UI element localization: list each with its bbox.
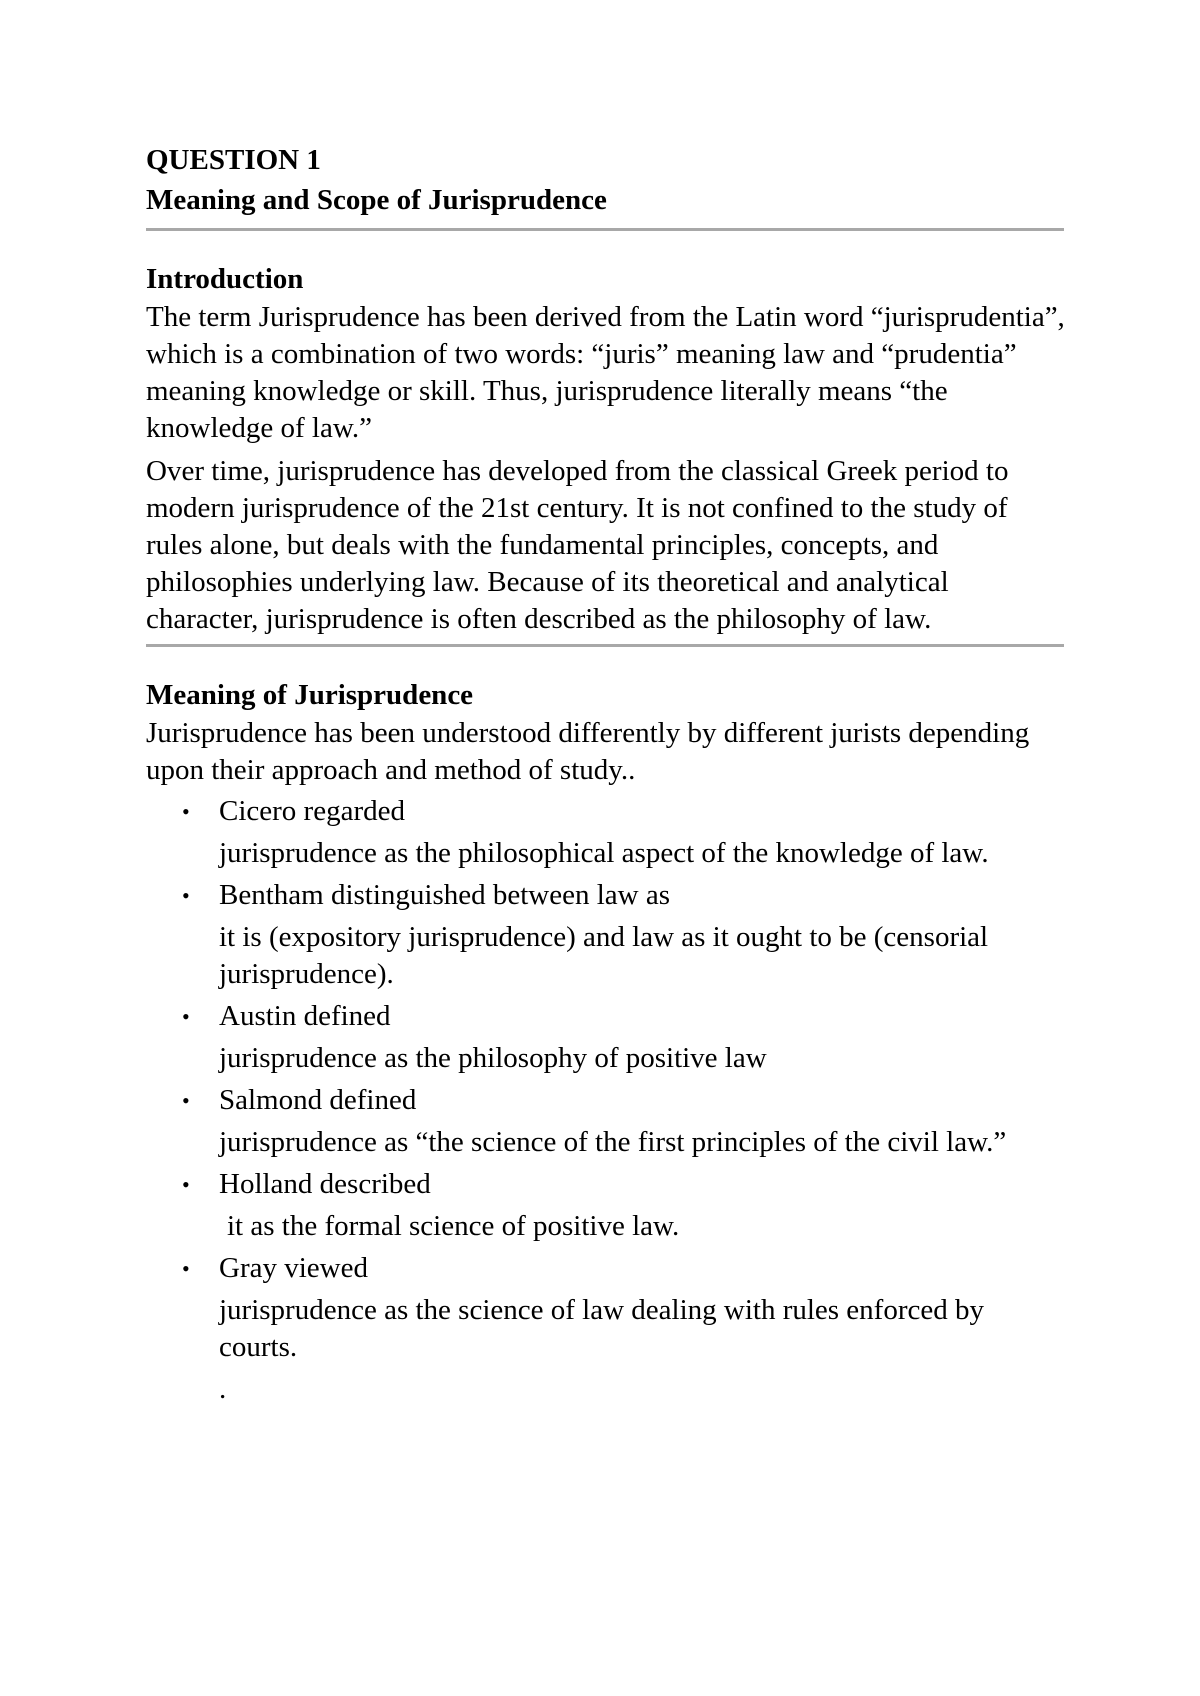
list-item xyxy=(146,998,1066,1077)
jurist-description: jurisprudence as the science of law dealing with rules enforced by courts. xyxy=(219,1294,984,1363)
jurist-description: it as the formal science of positive law. xyxy=(227,1210,680,1242)
bullet-icon: • xyxy=(182,1004,190,1029)
introduction-heading: Introduction xyxy=(146,263,304,295)
jurist-lead: Cicero regarded xyxy=(219,795,405,827)
title-divider xyxy=(146,228,1064,231)
bullet-icon: • xyxy=(182,1172,190,1197)
list-item xyxy=(146,793,1066,872)
meaning-heading: Meaning of Jurisprudence xyxy=(146,679,474,711)
jurist-lead: Salmond defined xyxy=(219,1084,417,1116)
jurist-lead: Austin defined xyxy=(219,1000,391,1032)
jurist-lead: Holland described xyxy=(219,1168,431,1200)
list-item xyxy=(146,1166,1066,1245)
jurist-description: jurisprudence as “the science of the first principles of the civil law.” xyxy=(219,1126,1007,1158)
document-page xyxy=(146,140,1066,1408)
bullet-icon: • xyxy=(182,883,190,908)
question-number: QUESTION 1 xyxy=(146,144,321,176)
bullet-icon: • xyxy=(182,799,190,824)
bullet-icon: • xyxy=(182,1088,190,1113)
jurist-description: it is (expository jurisprudence) and law as it ought to be (censorial jurisprudence). xyxy=(219,921,989,990)
document-title: Meaning and Scope of Jurisprudence xyxy=(146,184,607,216)
meaning-intro-paragraph: Jurisprudence has been understood differently by different jurists depending upon their approach and method of study.. xyxy=(146,717,1030,786)
trailing-period: . xyxy=(219,1373,227,1405)
bullet-icon: • xyxy=(182,1256,190,1281)
introduction-paragraph-2: Over time, jurisprudence has developed from the classical Greek period to modern jurisprudence of the 21st century. It is not confined to the study of rules alone, but deals with the fundamental principles, concepts, and philosophies underlying law. Because of its theoretical and analytical character, jurisprudence is often described as the philosophy of law. xyxy=(146,455,1009,635)
list-item xyxy=(146,1250,1066,1366)
list-item xyxy=(146,1082,1066,1161)
jurist-description: jurisprudence as the philosophical aspect of the knowledge of law. xyxy=(219,837,989,869)
introduction-paragraph-1: The term Jurisprudence has been derived from the Latin word “jurisprudentia”, which is a combination of two words: “juris” meaning law and “prudentia” meaning knowledge or skill. Thus, jurisprudence literally means “the knowledge of law.” xyxy=(146,301,1065,444)
introduction-divider xyxy=(146,644,1064,647)
jurist-lead: Bentham distinguished between law as xyxy=(219,879,671,911)
jurist-list xyxy=(146,793,1066,1366)
jurist-lead: Gray viewed xyxy=(219,1252,368,1284)
jurist-description: jurisprudence as the philosophy of positive law xyxy=(219,1042,767,1074)
list-item xyxy=(146,877,1066,993)
